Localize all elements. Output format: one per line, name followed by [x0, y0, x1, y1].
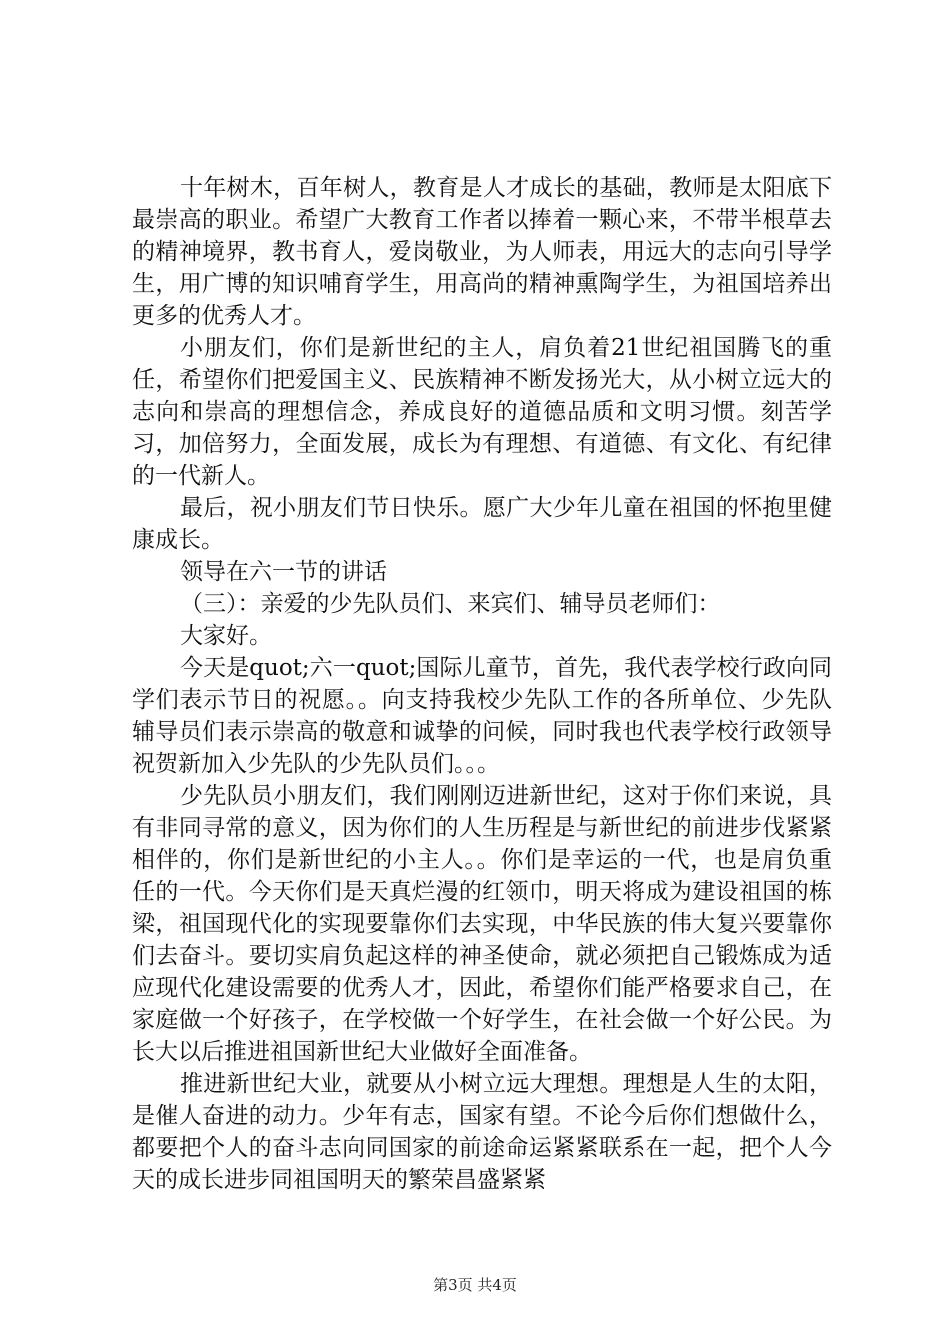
body-text	[132, 172, 832, 1196]
paragraph-1: 十年树木，百年树人，教育是人才成长的基础，教师是太阳底下最崇高的职业。希望广大教育工作者以捧着一颗心来，不带半根草去的精神境界，教书育人，爱岗敬业，为人师表，用远大的志向引导学生，用广博的知识哺育学生，用高尚的精神熏陶学生，为祖国培养出更多的优秀人才。	[132, 175, 832, 329]
paragraph-3: 最后，祝小朋友们节日快乐。愿广大少年儿童在祖国的怀抱里健康成长。	[132, 495, 832, 553]
paragraph-8: 少先队员小朋友们，我们刚刚迈进新世纪，这对于你们来说，具有非同寻常的意义，因为你们的人生历程是与新世纪的前进步伐紧紧相伴的，你们是新世纪的小主人。。你们是幸运的一代，也是肩负重任的一代。今天你们是天真烂漫的红领巾，明天将成为建设祖国的栋梁，祖国现代化的实现要靠你们去实现，中华民族的伟大复兴要靠你们去奋斗。要切实肩负起这样的神圣使命，就必须把自己锻炼成为适应现代化建设需要的优秀人才，因此，希望你们能严格要求自己，在家庭做一个好孩子，在学校做一个好学生，在社会做一个好公民。为长大以后推进祖国新世纪大业做好全面准备。	[132, 783, 832, 1065]
paragraph-9: 推进新世纪大业，就要从小树立远大理想。理想是人生的太阳，是催人奋进的动力。少年有志，国家有望。不论今后你们想做什么，都要把个人的奋斗志向同国家的前途命运紧紧联系在一起，把个人今天的成长进步同祖国明天的繁荣昌盛紧紧	[132, 1071, 832, 1193]
paragraph-2: 小朋友们，你们是新世纪的主人，肩负着21世纪祖国腾飞的重任，希望你们把爱国主义、民族精神不断发扬光大，从小树立远大的志向和崇高的理想信念，养成良好的道德品质和文明习惯。刻苦学习，加倍努力，全面发展，成长为有理想、有道德、有文化、有纪律的一代新人。	[132, 335, 832, 489]
paragraph-7: 今天是quot;六一quot;国际儿童节，首先，我代表学校行政向同学们表示节日的祝愿。。向支持我校少先队工作的各所单位、少先队辅导员们表示崇高的敬意和诚挚的问候，同时我也代表学校行政领导祝贺新加入少先队的少先队员们。。。	[132, 655, 832, 777]
salutation: （三）：亲爱的少先队员们、来宾们、辅导员老师们：	[180, 591, 721, 617]
page-footer: 第3页 共4页	[433, 1276, 517, 1294]
greeting: 大家好。	[180, 623, 272, 649]
section-title: 领导在六一节的讲话	[180, 559, 387, 585]
